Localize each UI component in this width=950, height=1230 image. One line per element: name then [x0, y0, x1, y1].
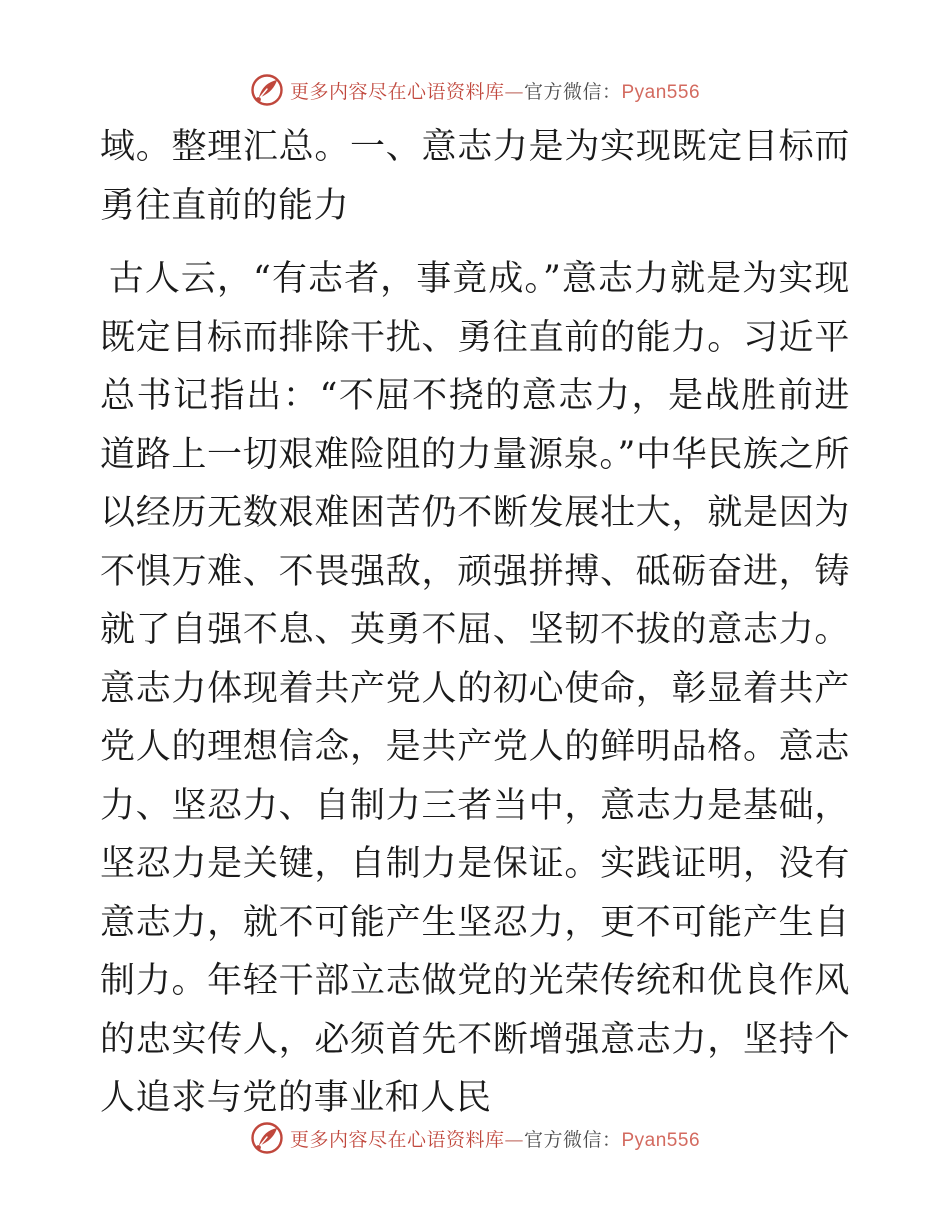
header-banner — [0, 68, 950, 112]
header-banner-dash: — — [504, 80, 524, 103]
footer-banner-main-text: 更多内容尽在心语资料库 — [289, 1128, 505, 1151]
document-body — [100, 118, 850, 1128]
header-banner-content — [250, 73, 700, 107]
footer-banner — [0, 1116, 950, 1160]
feather-pen-logo-icon — [250, 73, 284, 107]
footer-banner-official-label: 官方微信： — [523, 1128, 622, 1151]
header-banner-main-text: 更多内容尽在心语资料库 — [289, 80, 505, 103]
footer-banner-content — [250, 1121, 700, 1155]
feather-pen-logo-icon — [250, 1121, 284, 1155]
footer-banner-wechat-id: Pyan556 — [621, 1129, 701, 1151]
paragraph-heading: 域。整理汇总。一、意志力是为实现既定目标而勇往直前的能力 — [100, 127, 850, 226]
footer-banner-dash: — — [504, 1128, 524, 1151]
paragraph-body: 古人云，“有志者，事竟成。”意志力就是为实现既定目标而排除干扰、勇往直前的能力。习近平总书记指出：“不屈不挠的意志力，是战胜前进道路上一切艰难险阻的力量源泉。”中华民族之所以经历无数艰难困苦仍不断发展壮大，就是因为不惧万难、不畏强敌，顽强拼搏、砥砺奋进，铸就了自强不息、英勇不屈、坚韧不拔的意志力。意志力体现着共产党人的初心使命，彰显着共产党人的理想信念，是共产党人的鲜明品格。意志力、坚忍力、自制力三者当中，意志力是基础，坚忍力是关键，自制力是保证。实践证明，没有意志力，就不可能产生坚忍力，更不可能产生自制力。年轻干部立志做党的光荣传统和优良作风的忠实传人，必须首先不断增强意志力，坚持个人追求与党的事业和人民 — [100, 259, 850, 1118]
header-banner-text — [290, 77, 700, 104]
footer-banner-text — [290, 1125, 700, 1152]
header-banner-wechat-id: Pyan556 — [621, 81, 701, 103]
header-banner-official-label: 官方微信： — [523, 80, 622, 103]
